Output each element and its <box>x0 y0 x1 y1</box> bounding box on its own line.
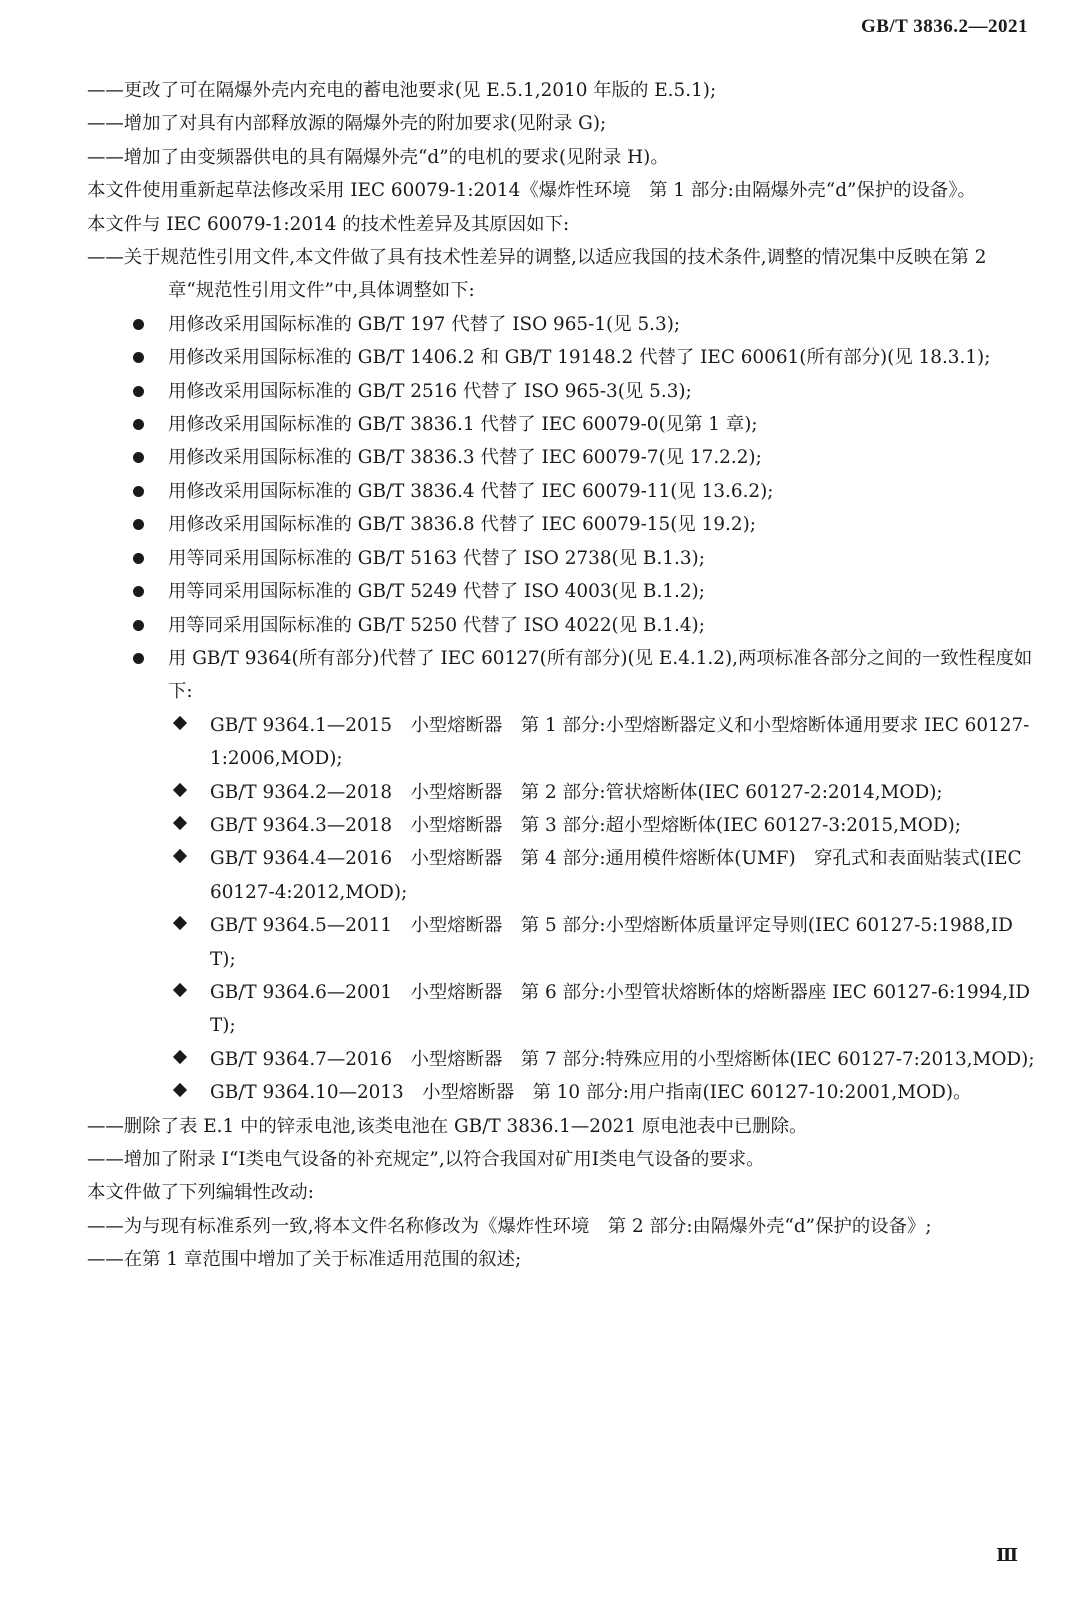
item-text: ——为与现有标准系列一致,将本文件名称修改为《爆炸性环境 第 2 部分:由隔爆外壳“d”保护的设备》; <box>87 1215 932 1237</box>
bullet-icon <box>133 620 144 631</box>
diamond-bullet-icon <box>173 816 187 830</box>
item-text: GB/T 9364.3—2018 小型熔断器 第 3 部分:超小型熔断体(IEC 60127-3:2015,MOD); <box>210 814 961 836</box>
bullet-list-item <box>44 341 1036 374</box>
dash-list-item <box>44 1243 1036 1276</box>
dash-list-item <box>44 1143 1036 1176</box>
bullet-list-item <box>44 408 1036 441</box>
item-text: 本文件使用重新起草法修改采用 IEC 60079-1:2014《爆炸性环境 第 1 部分:由隔爆外壳“d”保护的设备》。 <box>87 180 976 202</box>
item-text: GB/T 9364.10—2013 小型熔断器 第 10 部分:用户指南(IEC 60127-10:2001,MOD)。 <box>210 1082 972 1104</box>
sub-list-item <box>44 976 1036 1043</box>
item-text: GB/T 9364.1—2015 小型熔断器 第 1 部分:小型熔断器定义和小型熔断体通用要求 IEC 60127-1:2006,MOD); <box>210 714 1030 770</box>
item-text: ——增加了对具有内部释放源的隔爆外壳的附加要求(见附录 G); <box>87 113 607 135</box>
dash-list-item <box>44 74 1036 107</box>
item-text: GB/T 9364.5—2011 小型熔断器 第 5 部分:小型熔断体质量评定导则(IEC 60127-5:1988,IDT); <box>210 915 1013 970</box>
diamond-bullet-icon <box>173 983 187 997</box>
bullet-list-item <box>44 441 1036 474</box>
document-body <box>44 74 1036 1277</box>
item-text: ——删除了表 E.1 中的锌汞电池,该类电池在 GB/T 3836.1—2021 原电池表中已删除。 <box>87 1115 808 1137</box>
bullet-icon <box>133 486 144 497</box>
dash-list-item <box>44 1110 1036 1143</box>
diamond-bullet-icon <box>173 916 187 930</box>
bullet-list-item <box>44 308 1036 341</box>
item-text: ——关于规范性引用文件,本文件做了具有技术性差异的调整,以适应我国的技术条件,调整的情况集中反映在第 2 章“规范性引用文件”中,具体调整如下: <box>87 247 987 302</box>
dash-list-item <box>44 1210 1036 1243</box>
bullet-icon <box>133 386 144 397</box>
bullet-icon <box>133 519 144 530</box>
body-paragraph <box>44 174 1036 207</box>
item-text: 用修改采用国际标准的 GB/T 3836.1 代替了 IEC 60079-0(见第 1 章); <box>168 414 758 436</box>
item-text: ——增加了由变频器供电的具有隔爆外壳“d”的电机的要求(见附录 H)。 <box>87 146 669 168</box>
item-text: ——在第 1 章范围中增加了关于标准适用范围的叙述; <box>87 1249 522 1271</box>
bullet-icon <box>133 352 144 363</box>
bullet-list-item <box>44 609 1036 642</box>
bullet-icon <box>133 586 144 597</box>
sub-list-item <box>44 1043 1036 1076</box>
item-text: 用等同采用国际标准的 GB/T 5249 代替了 ISO 4003(见 B.1.2); <box>168 581 705 603</box>
item-text: 用 GB/T 9364(所有部分)代替了 IEC 60127(所有部分)(见 E.4.1.2),两项标准各部分之间的一致性程度如下: <box>168 647 1033 703</box>
item-text: GB/T 9364.4—2016 小型熔断器 第 4 部分:通用模件熔断体(UMF) 穿孔式和表面贴装式(IEC 60127-4:2012,MOD); <box>210 848 1022 903</box>
sub-list-item <box>44 776 1036 809</box>
bullet-list-item <box>44 542 1036 575</box>
dash-list-item <box>44 241 1036 308</box>
item-text: 用等同采用国际标准的 GB/T 5163 代替了 ISO 2738(见 B.1.3); <box>168 547 705 569</box>
item-text: 本文件与 IEC 60079-1:2014 的技术性差异及其原因如下: <box>87 213 570 235</box>
item-text: 用修改采用国际标准的 GB/T 2516 代替了 ISO 965-3(见 5.3); <box>168 380 692 402</box>
bullet-list-item <box>44 508 1036 541</box>
item-text: 用修改采用国际标准的 GB/T 1406.2 和 GB/T 19148.2 代替了 IEC 60061(所有部分)(见 18.3.1); <box>168 347 991 369</box>
bullet-list-item <box>44 575 1036 608</box>
item-text: 用修改采用国际标准的 GB/T 3836.3 代替了 IEC 60079-7(见 17.2.2); <box>168 447 762 469</box>
item-text: 本文件做了下列编辑性改动: <box>87 1182 314 1204</box>
item-text: GB/T 9364.6—2001 小型熔断器 第 6 部分:小型管状熔断体的熔断器座 IEC 60127-6:1994,IDT); <box>210 981 1030 1037</box>
bullet-icon <box>133 653 144 664</box>
item-text: GB/T 9364.2—2018 小型熔断器 第 2 部分:管状熔断体(IEC 60127-2:2014,MOD); <box>210 781 943 803</box>
diamond-bullet-icon <box>173 1083 187 1097</box>
page-number: Ⅲ <box>996 1545 1018 1565</box>
bullet-list-item <box>44 642 1036 709</box>
body-paragraph <box>44 208 1036 241</box>
item-text: 用修改采用国际标准的 GB/T 3836.8 代替了 IEC 60079-15(见 19.2); <box>168 514 756 536</box>
bullet-icon <box>133 419 144 430</box>
sub-list-item <box>44 709 1036 776</box>
bullet-icon <box>133 553 144 564</box>
item-text: 用修改采用国际标准的 GB/T 3836.4 代替了 IEC 60079-11(见 13.6.2); <box>168 480 774 502</box>
bullet-list-item <box>44 475 1036 508</box>
item-text: 用修改采用国际标准的 GB/T 197 代替了 ISO 965-1(见 5.3); <box>168 313 681 335</box>
dash-list-item <box>44 141 1036 174</box>
bullet-icon <box>133 319 144 330</box>
sub-list-item <box>44 842 1036 909</box>
item-text: 用等同采用国际标准的 GB/T 5250 代替了 ISO 4022(见 B.1.4); <box>168 614 705 636</box>
bullet-list-item <box>44 375 1036 408</box>
sub-list-item <box>44 1076 1036 1109</box>
diamond-bullet-icon <box>173 849 187 863</box>
diamond-bullet-icon <box>173 782 187 796</box>
diamond-bullet-icon <box>173 716 187 730</box>
item-text: ——增加了附录 I“Ⅰ类电气设备的补充规定”,以符合我国对矿用Ⅰ类电气设备的要求。 <box>87 1149 765 1170</box>
document-id-header: GB/T 3836.2—2021 <box>860 16 1028 37</box>
item-text: ——更改了可在隔爆外壳内充电的蓄电池要求(见 E.5.1,2010 年版的 E.5.1); <box>87 80 717 101</box>
item-text: GB/T 9364.7—2016 小型熔断器 第 7 部分:特殊应用的小型熔断体(IEC 60127-7:2013,MOD); <box>210 1048 1035 1070</box>
body-paragraph <box>44 1176 1036 1209</box>
dash-list-item <box>44 107 1036 140</box>
sub-list-item <box>44 909 1036 976</box>
sub-list-item <box>44 809 1036 842</box>
diamond-bullet-icon <box>173 1050 187 1064</box>
bullet-icon <box>133 452 144 463</box>
